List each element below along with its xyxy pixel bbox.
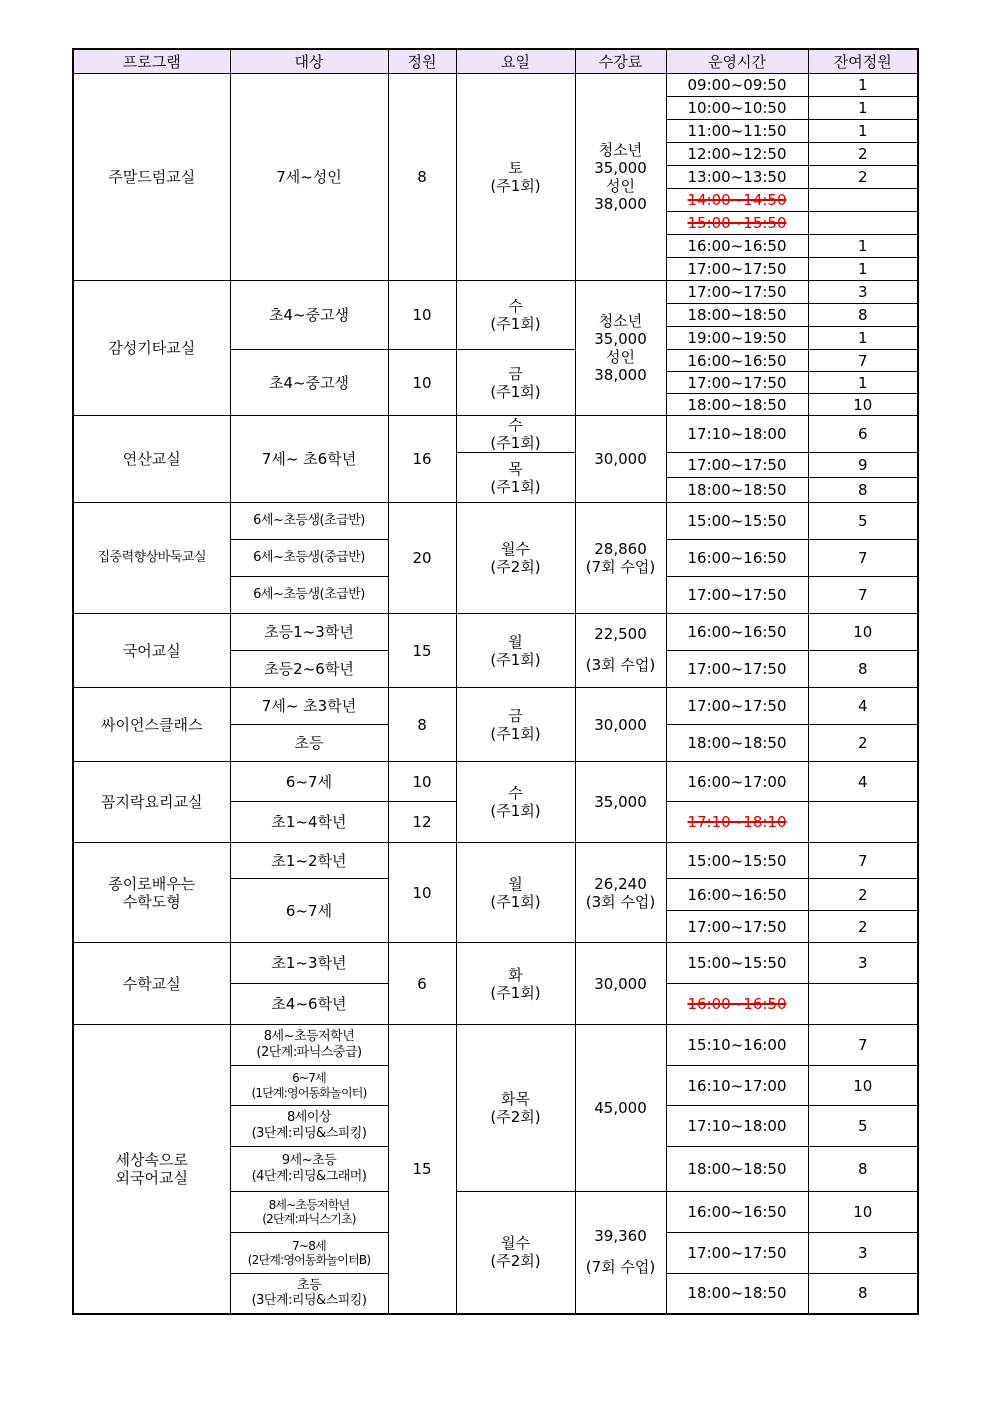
remaining-cell: 2 — [808, 879, 918, 911]
time-cell: 15:00~15:50 — [666, 843, 808, 879]
target-cell: 초1~3학년 — [230, 943, 388, 984]
fee-cell: 35,000 — [575, 762, 666, 843]
remaining-cell: 3 — [808, 281, 918, 304]
capacity-cell: 8 — [388, 688, 456, 762]
time-cell: 15:00~15:50 — [666, 943, 808, 984]
remaining-cell: 7 — [808, 577, 918, 614]
program-name: 연산교실 — [73, 416, 230, 503]
remaining-cell: 6 — [808, 416, 918, 453]
time-cell: 10:00~10:50 — [666, 97, 808, 120]
remaining-cell: 9 — [808, 453, 918, 478]
remaining-cell: 1 — [808, 97, 918, 120]
day-cell: 목 (주1회) — [456, 453, 575, 503]
time-cell: 17:00~17:50 — [666, 281, 808, 304]
program-name: 주말드럼교실 — [73, 74, 230, 281]
remaining-cell: 1 — [808, 258, 918, 281]
header-time: 운영시간 — [666, 49, 808, 74]
time-cell: 17:00~17:50 — [666, 651, 808, 688]
target-cell: 6세~초등생(중급반) — [230, 540, 388, 577]
program-name: 감성기타교실 — [73, 281, 230, 416]
table-row — [73, 843, 918, 879]
header-fee: 수강료 — [575, 49, 666, 74]
capacity-cell: 15 — [388, 614, 456, 688]
capacity-cell: 10 — [388, 843, 456, 943]
remaining-cell: 8 — [808, 1274, 918, 1314]
time-cell: 15:00~15:50 — [666, 503, 808, 540]
time-cell: 11:00~11:50 — [666, 120, 808, 143]
target-cell: 초1~4학년 — [230, 802, 388, 843]
remaining-cell: 1 — [808, 372, 918, 394]
remaining-cell: 8 — [808, 304, 918, 327]
remaining-cell: 8 — [808, 651, 918, 688]
target-cell: 초1~2학년 — [230, 843, 388, 879]
header-capacity: 정원 — [388, 49, 456, 74]
program-name: 종이로배우는 수학도형 — [73, 843, 230, 943]
time-cell: 16:10~17:00 — [666, 1066, 808, 1106]
time-cell: 16:00~17:00 — [666, 762, 808, 802]
capacity-cell: 12 — [388, 802, 456, 843]
target-cell: 6~7세 — [230, 762, 388, 802]
target-cell: 초4~6학년 — [230, 984, 388, 1025]
remaining-cell: 10 — [808, 614, 918, 651]
header-program: 프로그램 — [73, 49, 230, 74]
time-cell: 18:00~18:50 — [666, 725, 808, 762]
target-cell: 초등 — [230, 725, 388, 762]
remaining-cell: 1 — [808, 327, 918, 350]
remaining-cell: 4 — [808, 688, 918, 725]
target-cell: 7세~성인 — [230, 74, 388, 281]
day-cell: 수 (주1회) — [456, 762, 575, 843]
target-cell: 6~7세 — [230, 879, 388, 943]
remaining-cell: 2 — [808, 166, 918, 189]
time-cell: 16:00~16:50 — [666, 614, 808, 651]
time-cell: 17:10~18:00 — [666, 1106, 808, 1147]
capacity-cell: 10 — [388, 762, 456, 802]
table-row — [73, 1025, 918, 1066]
target-cell: 8세~초등저학년 (2단계:파닉스기초) — [230, 1192, 388, 1233]
remaining-cell: 10 — [808, 1192, 918, 1233]
time-cell: 15:10~16:00 — [666, 1025, 808, 1066]
header-remaining: 잔여정원 — [808, 49, 918, 74]
program-name: 꼼지락요리교실 — [73, 762, 230, 843]
header-row — [73, 49, 918, 74]
capacity-cell: 20 — [388, 503, 456, 614]
target-cell: 6세~초등생(초급반) — [230, 503, 388, 540]
target-cell: 7세~ 초3학년 — [230, 688, 388, 725]
target-cell: 초등2~6학년 — [230, 651, 388, 688]
day-cell: 화 (주1회) — [456, 943, 575, 1025]
capacity-cell: 6 — [388, 943, 456, 1025]
remaining-cell: 5 — [808, 503, 918, 540]
time-cell: 17:00~17:50 — [666, 577, 808, 614]
day-cell: 월수 (주2회) — [456, 1192, 575, 1314]
remaining-cell — [808, 212, 918, 235]
target-cell: 8세~초등저학년 (2단계:파닉스중급) — [230, 1025, 388, 1066]
time-cell: 16:00~16:50 — [666, 879, 808, 911]
time-cell: 18:00~18:50 — [666, 1147, 808, 1192]
remaining-cell: 10 — [808, 394, 918, 416]
day-cell: 토 (주1회) — [456, 74, 575, 281]
target-cell: 초4~중고생 — [230, 281, 388, 350]
schedule-table — [72, 48, 919, 1315]
time-cell-closed: 15:00~15:50 — [666, 212, 808, 235]
program-name: 집중력향상바둑교실 — [73, 503, 230, 614]
target-cell: 초등1~3학년 — [230, 614, 388, 651]
table-row — [73, 74, 918, 97]
fee-cell: 청소년 35,000 성인 38,000 — [575, 74, 666, 281]
remaining-cell: 5 — [808, 1106, 918, 1147]
remaining-cell: 1 — [808, 120, 918, 143]
remaining-cell: 7 — [808, 540, 918, 577]
time-cell-closed: 17:10~18:10 — [666, 802, 808, 843]
time-cell: 17:00~17:50 — [666, 1233, 808, 1274]
time-cell: 18:00~18:50 — [666, 1274, 808, 1314]
day-cell: 수 (주1회) — [456, 416, 575, 453]
remaining-cell: 4 — [808, 762, 918, 802]
remaining-cell: 1 — [808, 74, 918, 97]
remaining-cell: 1 — [808, 235, 918, 258]
table-row — [73, 943, 918, 984]
fee-cell: 22,500 (3회 수업) — [575, 614, 666, 688]
capacity-cell: 8 — [388, 74, 456, 281]
time-cell-closed: 16:00~16:50 — [666, 984, 808, 1025]
remaining-cell: 3 — [808, 1233, 918, 1274]
fee-cell: 30,000 — [575, 688, 666, 762]
remaining-cell: 10 — [808, 1066, 918, 1106]
fee-cell: 30,000 — [575, 416, 666, 503]
remaining-cell: 7 — [808, 843, 918, 879]
table-row — [73, 281, 918, 304]
capacity-cell: 15 — [388, 1025, 456, 1314]
remaining-cell: 7 — [808, 1025, 918, 1066]
day-cell: 월 (주1회) — [456, 843, 575, 943]
remaining-cell — [808, 189, 918, 212]
target-cell: 초4~중고생 — [230, 350, 388, 416]
header-day: 요일 — [456, 49, 575, 74]
remaining-cell: 2 — [808, 143, 918, 166]
target-cell: 6세~초등생(초급반) — [230, 577, 388, 614]
day-cell: 금 (주1회) — [456, 688, 575, 762]
header-target: 대상 — [230, 49, 388, 74]
table-row — [73, 416, 918, 453]
target-cell: 7~8세 (2단계:영어동화놀이터B) — [230, 1233, 388, 1274]
remaining-cell — [808, 802, 918, 843]
target-cell: 8세이상 (3단계:리딩&스피킹) — [230, 1106, 388, 1147]
time-cell: 16:00~16:50 — [666, 540, 808, 577]
remaining-cell: 3 — [808, 943, 918, 984]
capacity-cell: 16 — [388, 416, 456, 503]
time-cell: 17:00~17:50 — [666, 258, 808, 281]
time-cell: 17:10~18:00 — [666, 416, 808, 453]
time-cell: 16:00~16:50 — [666, 1192, 808, 1233]
time-cell: 13:00~13:50 — [666, 166, 808, 189]
fee-cell: 청소년 35,000 성인 38,000 — [575, 281, 666, 416]
fee-cell: 30,000 — [575, 943, 666, 1025]
target-cell: 7세~ 초6학년 — [230, 416, 388, 503]
time-cell: 12:00~12:50 — [666, 143, 808, 166]
time-cell: 16:00~16:50 — [666, 350, 808, 372]
day-cell: 화목 (주2회) — [456, 1025, 575, 1192]
target-cell: 초등 (3단계:리딩&스피킹) — [230, 1274, 388, 1314]
time-cell: 18:00~18:50 — [666, 478, 808, 503]
time-cell: 19:00~19:50 — [666, 327, 808, 350]
time-cell: 09:00~09:50 — [666, 74, 808, 97]
capacity-cell: 10 — [388, 350, 456, 416]
time-cell-closed: 14:00~14:50 — [666, 189, 808, 212]
remaining-cell: 8 — [808, 478, 918, 503]
program-name: 싸이언스클래스 — [73, 688, 230, 762]
fee-cell: 28,860 (7회 수업) — [575, 503, 666, 614]
program-name: 수학교실 — [73, 943, 230, 1025]
time-cell: 17:00~17:50 — [666, 372, 808, 394]
time-cell: 17:00~17:50 — [666, 688, 808, 725]
remaining-cell: 7 — [808, 350, 918, 372]
table-row — [73, 688, 918, 725]
fee-cell: 45,000 — [575, 1025, 666, 1192]
remaining-cell: 2 — [808, 911, 918, 943]
table-row — [73, 762, 918, 802]
time-cell: 18:00~18:50 — [666, 394, 808, 416]
day-cell: 금 (주1회) — [456, 350, 575, 416]
time-cell: 16:00~16:50 — [666, 235, 808, 258]
program-name: 세상속으로 외국어교실 — [73, 1025, 230, 1314]
target-cell: 9세~초등 (4단계:리딩&그래머) — [230, 1147, 388, 1192]
program-name: 국어교실 — [73, 614, 230, 688]
capacity-cell: 10 — [388, 281, 456, 350]
fee-cell: 26,240 (3회 수업) — [575, 843, 666, 943]
remaining-cell: 2 — [808, 725, 918, 762]
time-cell: 18:00~18:50 — [666, 304, 808, 327]
day-cell: 수 (주1회) — [456, 281, 575, 350]
table-row — [73, 614, 918, 651]
remaining-cell — [808, 984, 918, 1025]
day-cell: 월수 (주2회) — [456, 503, 575, 614]
table-row — [73, 503, 918, 540]
remaining-cell: 8 — [808, 1147, 918, 1192]
time-cell: 17:00~17:50 — [666, 911, 808, 943]
fee-cell: 39,360 (7회 수업) — [575, 1192, 666, 1314]
target-cell: 6~7세 (1단계:영어동화놀이터) — [230, 1066, 388, 1106]
day-cell: 월 (주1회) — [456, 614, 575, 688]
time-cell: 17:00~17:50 — [666, 453, 808, 478]
